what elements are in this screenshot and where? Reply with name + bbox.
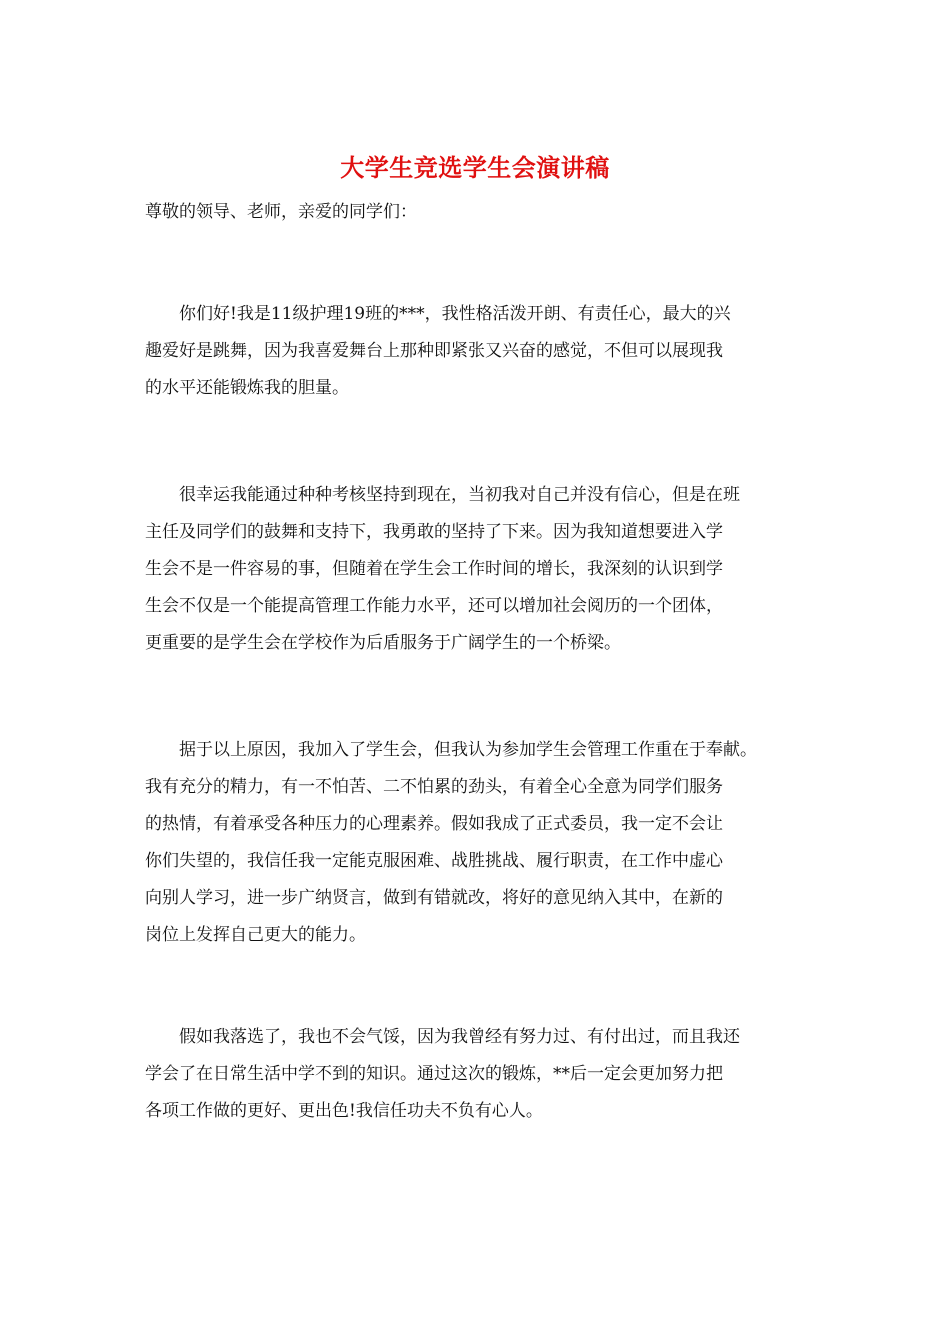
paragraph-line: 生会不仅是一个能提高管理工作能力水平，还可以增加社会阅历的一个团体， xyxy=(145,596,723,616)
document-title: 大学生竞选学生会演讲稿 xyxy=(340,153,610,182)
paragraph-3 xyxy=(145,732,815,954)
paragraph-1 xyxy=(145,296,815,407)
paragraph-2 xyxy=(145,477,815,662)
salutation: 尊敬的领导、老师，亲爱的同学们： xyxy=(145,202,417,222)
paragraph-line: 更重要的是学生会在学校作为后盾服务于广阔学生的一个桥梁。 xyxy=(145,633,621,653)
paragraph-line: 的水平还能锻炼我的胆量。 xyxy=(145,378,349,398)
paragraph-line: 很幸运我能通过种种考核坚持到现在，当初我对自己并没有信心，但是在班 xyxy=(179,485,740,505)
paragraph-line: 学会了在日常生活中学不到的知识。通过这次的锻炼，**后一定会更加努力把 xyxy=(145,1064,723,1084)
paragraph-line: 趣爱好是跳舞，因为我喜爱舞台上那种即紧张又兴奋的感觉，不但可以展现我 xyxy=(145,341,723,361)
paragraph-line: 岗位上发挥自己更大的能力。 xyxy=(145,925,366,945)
paragraph-line: 你们好!我是11级护理19班的***，我性格活泼开朗、有责任心，最大的兴 xyxy=(179,304,731,324)
paragraph-line: 你们失望的，我信任我一定能克服困难、战胜挑战、履行职责，在工作中虚心 xyxy=(145,851,723,871)
paragraph-line: 我有充分的精力，有一不怕苦、二不怕累的劲头，有着全心全意为同学们服务 xyxy=(145,777,723,797)
paragraph-4 xyxy=(145,1019,815,1130)
paragraph-line: 据于以上原因，我加入了学生会，但我认为参加学生会管理工作重在于奉献。 xyxy=(179,740,757,760)
paragraph-line: 向别人学习，进一步广纳贤言，做到有错就改，将好的意见纳入其中，在新的 xyxy=(145,888,723,908)
paragraph-line: 各项工作做的更好、更出色!我信任功夫不负有心人。 xyxy=(145,1101,543,1121)
paragraph-line: 生会不是一件容易的事，但随着在学生会工作时间的增长，我深刻的认识到学 xyxy=(145,559,723,579)
paragraph-line: 假如我落选了，我也不会气馁，因为我曾经有努力过、有付出过，而且我还 xyxy=(179,1027,740,1047)
paragraph-line: 主任及同学们的鼓舞和支持下，我勇敢的坚持了下来。因为我知道想要进入学 xyxy=(145,522,723,542)
paragraph-line: 的热情，有着承受各种压力的心理素养。假如我成了正式委员，我一定不会让 xyxy=(145,814,723,834)
